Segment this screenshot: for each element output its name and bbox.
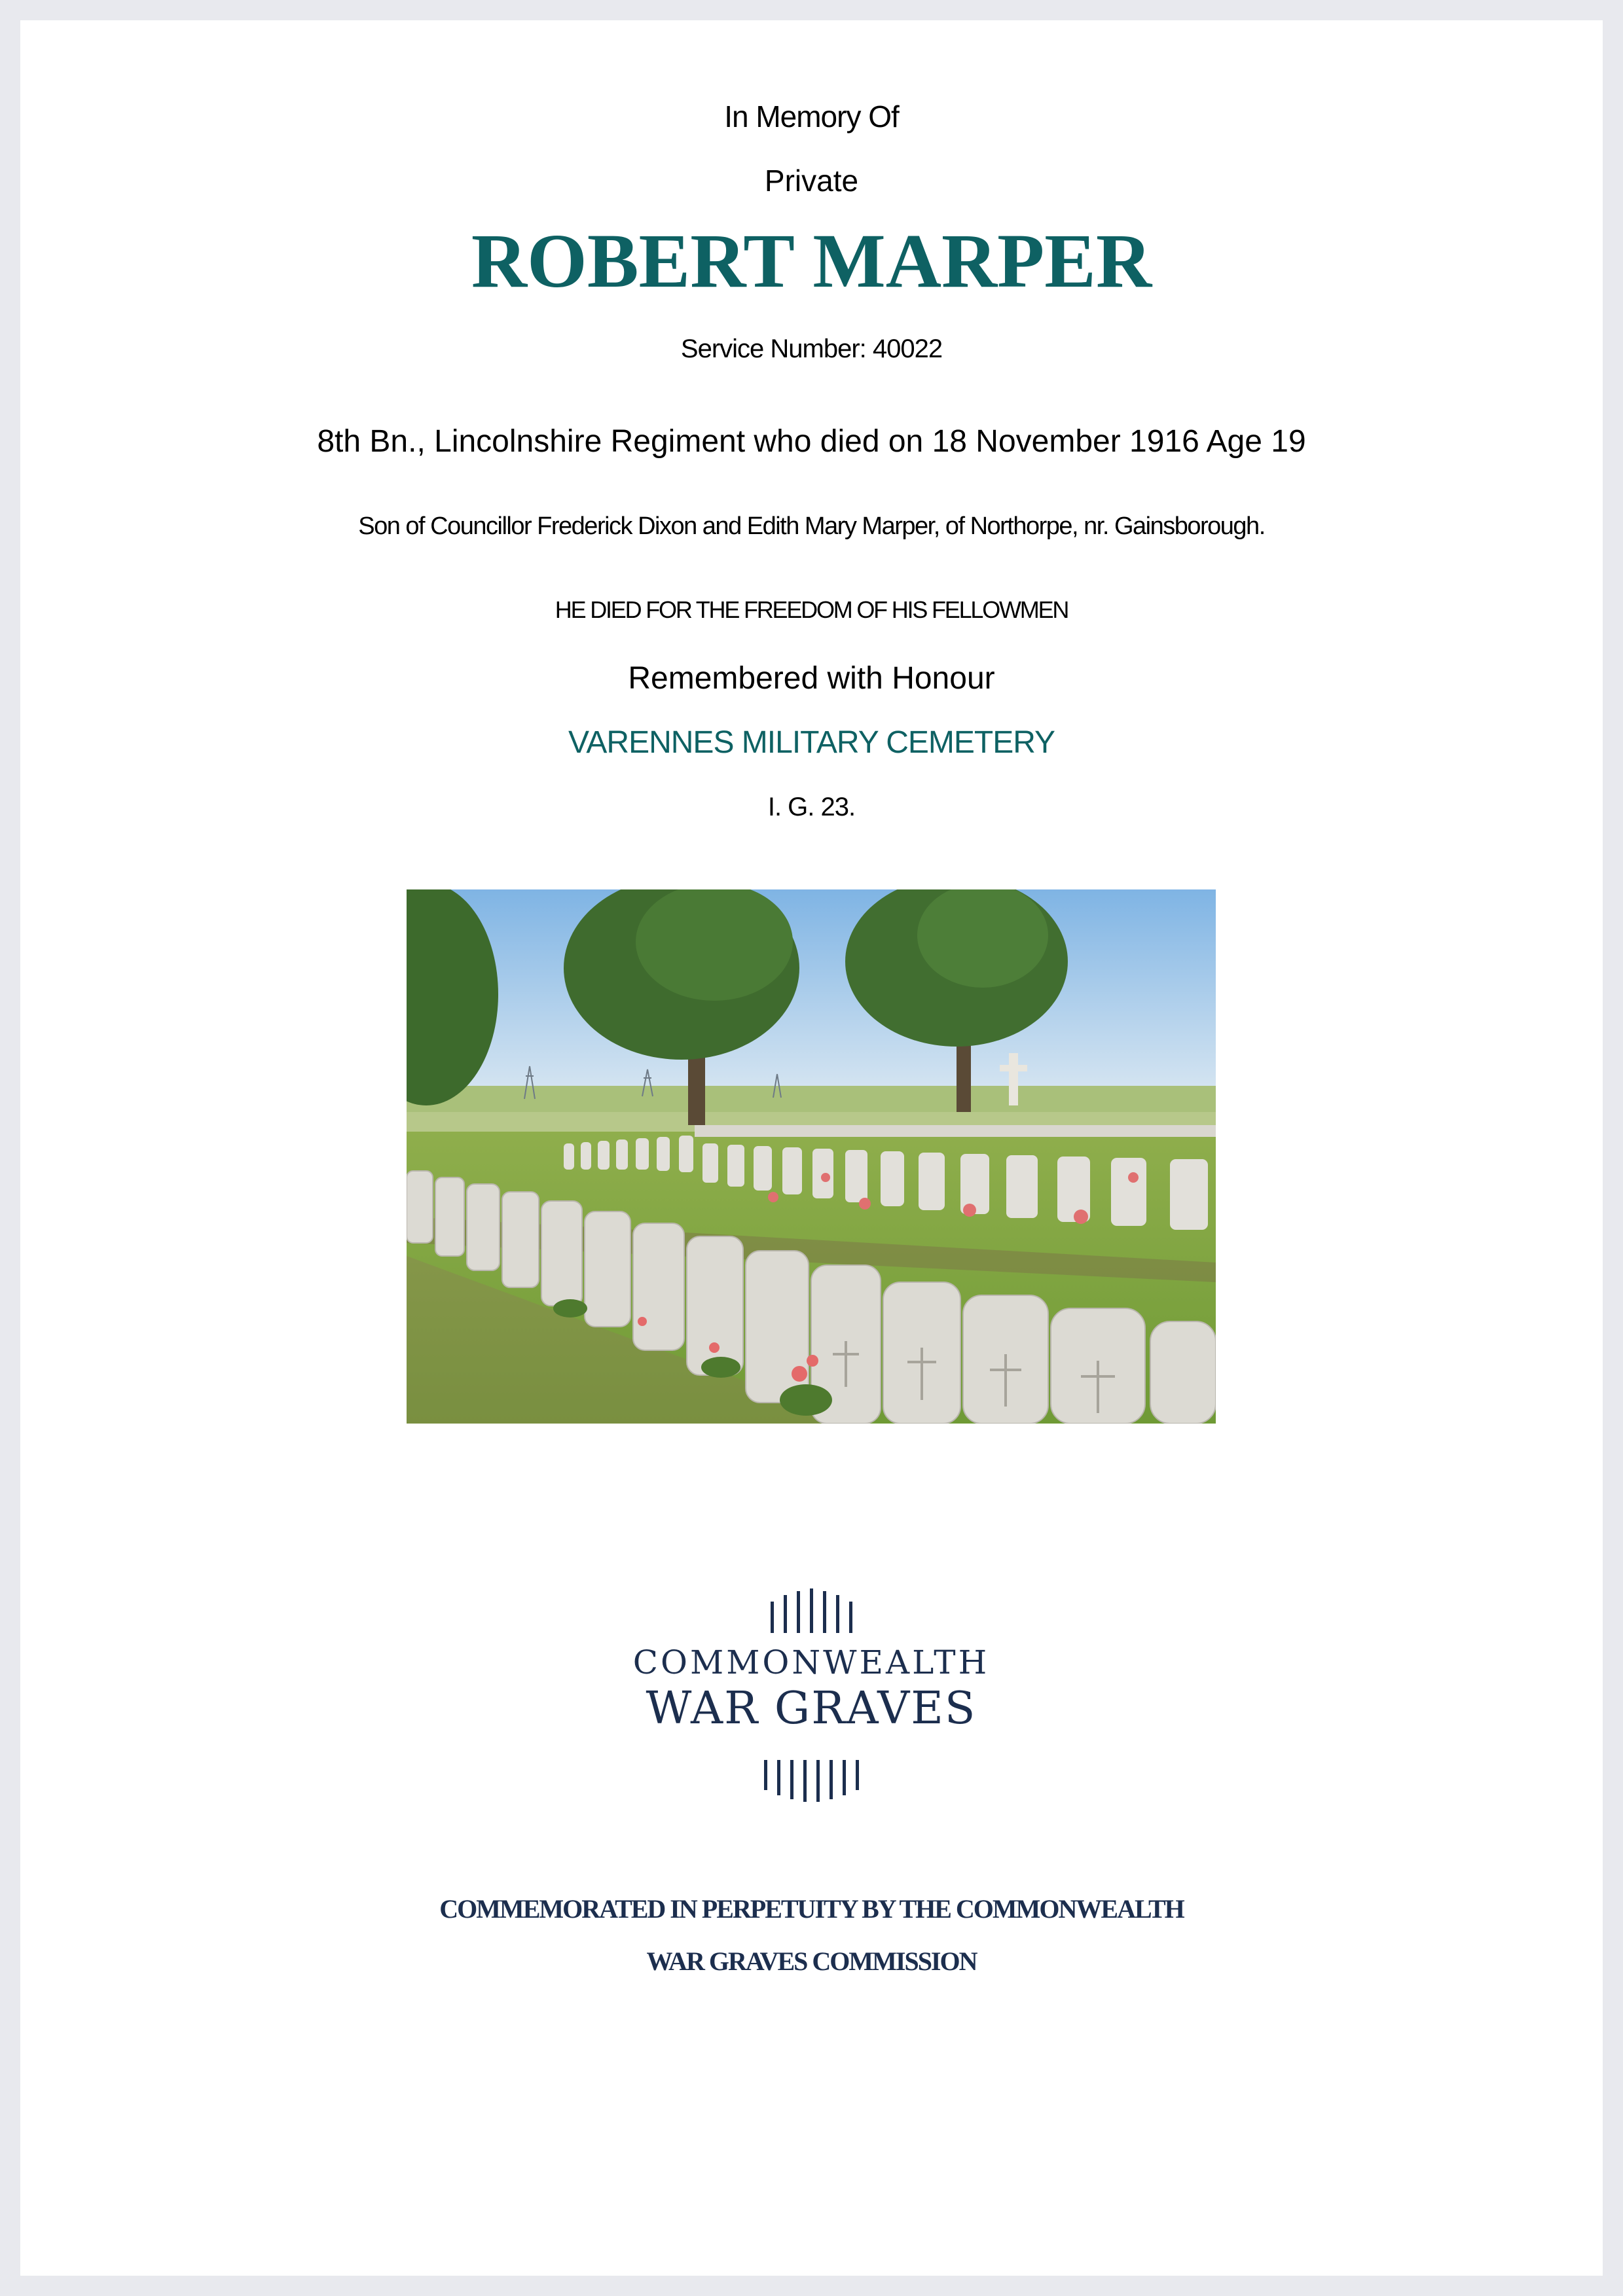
service-number: Service Number: 40022 (680, 334, 943, 363)
cemetery-name: VARENNES MILITARY CEMETERY (568, 725, 1055, 760)
logo-commonwealth: COMMONWEALTH (632, 1643, 990, 1681)
in-memory-heading: In Memory Of (724, 99, 899, 134)
certificate-page (20, 20, 1603, 2276)
unit-and-death-date: 8th Bn., Lincolnshire Regiment who died on 18 November 1916 Age 19 (317, 424, 1306, 459)
logo-war-graves: WAR GRAVES (646, 1683, 977, 1734)
grave-reference: I. G. 23. (767, 793, 856, 821)
cemetery-photo-graphic (407, 889, 1216, 1424)
casualty-name: ROBERT MARPER (471, 218, 1152, 304)
footer-line-2: WAR GRAVES COMMISSION (646, 1946, 977, 1976)
cemetery-photo (407, 889, 1216, 1424)
family-details: Son of Councillor Frederick Dixon and Edith Mary Marper, of Northorpe, nr. Gainsborough. (358, 512, 1265, 540)
rank: Private (764, 164, 859, 198)
remembered-with-honour: Remembered with Honour (628, 661, 995, 696)
footer-line-1: COMMEMORATED IN PERPETUITY BY THE COMMONWEALTH (439, 1894, 1184, 1924)
cwgc-logo (595, 1578, 1027, 1807)
headstone-inscription: HE DIED FOR THE FREEDOM OF HIS FELLOWMEN (555, 596, 1068, 623)
